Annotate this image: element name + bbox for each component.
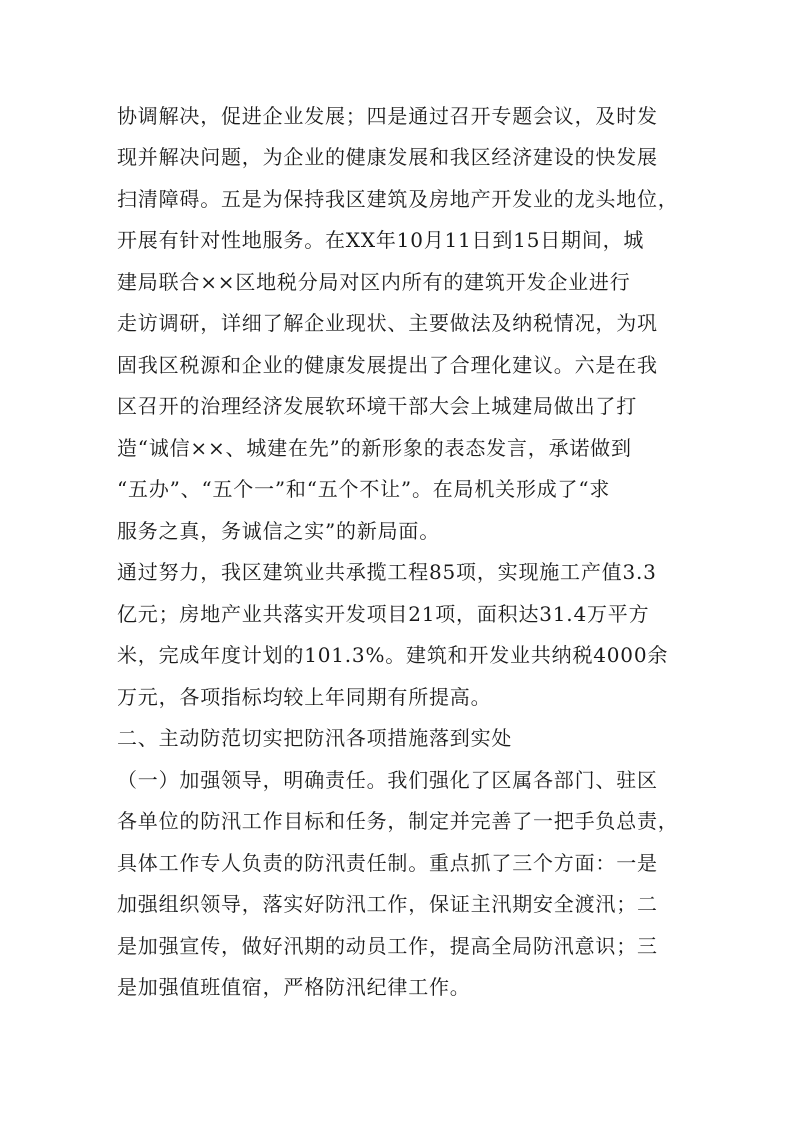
text-line: 是加强宣传，做好汛期的动员工作，提高全局防汛意识；三 (117, 934, 658, 958)
text-line: （一）加强领导，明确责任。我们强化了区属各部门、驻区 (117, 768, 658, 792)
text-line: 服务之真，务诚信之实”的新局面。 (117, 519, 441, 543)
text-line: 通过努力，我区建筑业共承揽工程85项，实现施工产值3.3 (117, 560, 657, 584)
text-line: 区召开的治理经济发展软环境干部大会上城建局做出了打 (117, 394, 637, 418)
text-line: 造“诚信××、城建在先”的新形象的表态发言，承诺做到 (117, 436, 632, 460)
text-line: 是加强值班值宿，严格防汛纪律工作。 (117, 975, 471, 999)
text-line: 加强组织领导，落实好防汛工作，保证主汛期安全渡汛；二 (117, 892, 658, 916)
text-line: 开展有针对性地服务。在XX年10月11日到15日期间，城 (117, 228, 645, 252)
text-line: 亿元；房地产业共落实开发项目21项，面积达31.4万平方 (117, 602, 650, 626)
text-line: 具体工作专人负责的防汛责任制。重点抓了三个方面：一是 (117, 851, 658, 875)
text-line: 现并解决问题，为企业的健康发展和我区经济建设的快发展 (117, 145, 658, 169)
text-line: 扫清障碍。五是为保持我区建筑及房地产开发业的龙头地位， (117, 187, 679, 211)
section-heading: 二、主动防范切实把防汛各项措施落到实处 (117, 726, 513, 750)
text-line: 米，完成年度计划的101.3%。建筑和开发业共纳税4000余 (117, 643, 669, 667)
text-line: 建局联合××区地税分局对区内所有的建筑开发企业进行 (117, 270, 631, 294)
text-line: 走访调研，详细了解企业现状、主要做法及纳税情况，为巩 (117, 311, 658, 335)
text-line: “五办”、“五个一”和“五个不让”。在局机关形成了“求 (117, 477, 611, 501)
text-line: 万元，各项指标均较上年同期有所提高。 (117, 685, 492, 709)
text-line: 固我区税源和企业的健康发展提出了合理化建议。六是在我 (117, 353, 658, 377)
text-line: 各单位的防汛工作目标和任务，制定并完善了一把手负总责， (117, 809, 679, 833)
text-line: 协调解决，促进企业发展；四是通过召开专题会议，及时发 (117, 104, 658, 128)
